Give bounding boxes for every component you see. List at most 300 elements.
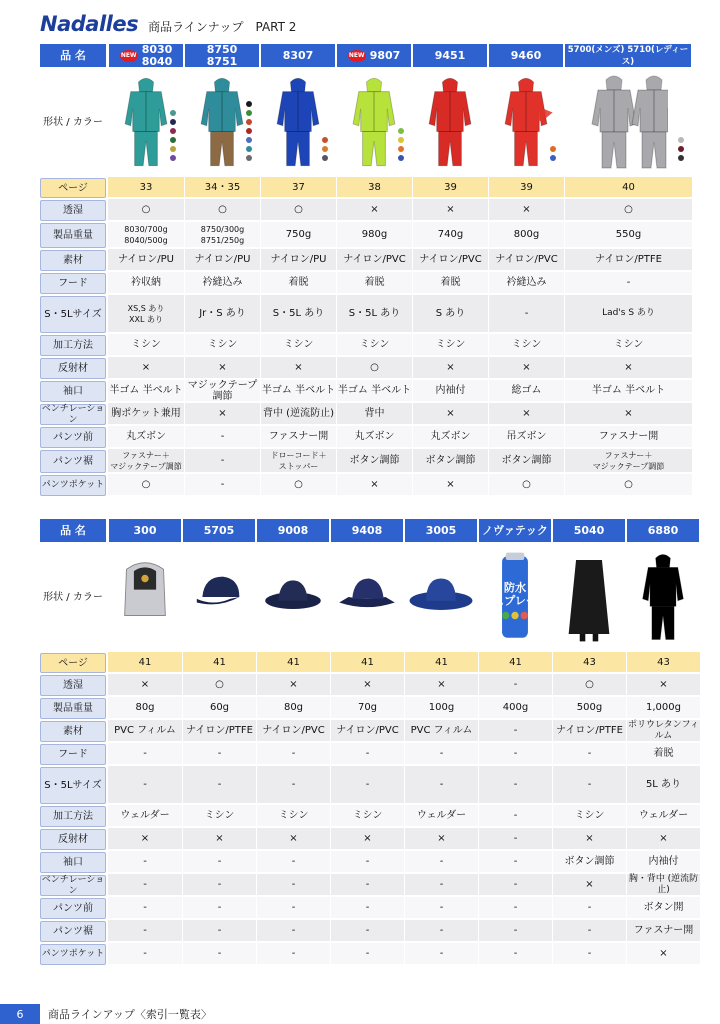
new-badge: NEW <box>120 50 138 62</box>
cell-value: × <box>289 679 298 690</box>
table-cell <box>404 897 478 919</box>
cell-value: - <box>291 856 296 867</box>
table-cell <box>404 828 478 850</box>
table-cell <box>564 295 692 333</box>
table-cell <box>336 426 412 448</box>
table-cell <box>260 474 336 496</box>
cell-value: - <box>524 308 529 319</box>
cell-value: - <box>513 779 518 790</box>
cell-value: S・5L あり <box>348 308 401 319</box>
table-cell <box>552 674 626 696</box>
cell-value: 着脱 <box>440 277 461 288</box>
cell-value: ミシン <box>435 339 466 350</box>
row-label <box>40 944 106 965</box>
cell-value: 41 <box>213 656 226 668</box>
cell-value: ナイロン/PVC <box>343 254 406 265</box>
cell-value: 39 <box>444 181 457 193</box>
cell-value: ミシン <box>131 339 161 350</box>
cell-value: - <box>143 879 147 890</box>
product-photo <box>108 68 184 176</box>
row-label <box>40 898 106 919</box>
product-name-header <box>109 44 183 68</box>
cell-value: ファスナー開 <box>633 925 694 936</box>
table-cell <box>404 920 478 942</box>
row-label <box>40 829 106 850</box>
table-cell <box>256 943 330 965</box>
cell-value: - <box>587 902 592 913</box>
cell-value: ウェルダー <box>416 810 467 821</box>
cell-value: 550g <box>615 229 642 240</box>
row-label-text: パンツポケット <box>41 480 105 490</box>
row-label-text: 加工方法 <box>53 811 93 822</box>
table-cell <box>108 851 182 873</box>
table-cell <box>478 674 552 696</box>
cell-value: 43 <box>583 656 596 668</box>
table-cell <box>412 295 488 333</box>
cell-value: 980g <box>361 229 388 240</box>
cell-value: ○ <box>624 204 633 215</box>
cell-value: - <box>291 879 296 890</box>
table-cell <box>260 222 336 248</box>
cell-value: 着脱 <box>288 277 309 288</box>
cell-value: 80g <box>283 702 304 713</box>
cell-value: 750g <box>285 229 312 240</box>
row-label-text: 反射材 <box>58 834 88 845</box>
cell-value: × <box>437 833 446 844</box>
brand-logo: Nadalles <box>40 12 139 36</box>
table-cell <box>182 874 256 896</box>
cell-value: ボタン調節 <box>349 455 400 466</box>
table-cell <box>330 766 404 804</box>
cell-value: 半ゴム 半ベルト <box>261 385 336 396</box>
row-label <box>40 875 106 896</box>
row-label-text: パンツポケット <box>41 949 105 959</box>
cell-value: ボタン調節 <box>425 455 476 466</box>
color-swatch <box>246 137 252 143</box>
cell-value: × <box>370 204 379 215</box>
row-label-product-name: 品 名 <box>40 519 106 543</box>
table-cell <box>478 720 552 742</box>
cell-value: × <box>446 204 455 215</box>
table-cell <box>336 272 412 294</box>
color-swatch <box>322 137 328 143</box>
cell-value: 37 <box>292 181 305 193</box>
table-cell <box>488 426 564 448</box>
table-cell <box>412 449 488 473</box>
table-cell <box>552 828 626 850</box>
cell-value: - <box>220 455 225 466</box>
table-cell <box>184 222 260 248</box>
cell-value: 丸ズボン <box>126 431 166 442</box>
product-name-header <box>337 44 411 68</box>
cell-value: Jr・S あり <box>199 308 246 319</box>
table-cell <box>626 697 700 719</box>
cell-value: - <box>513 902 518 913</box>
cell-value: × <box>446 408 455 419</box>
color-swatches <box>322 137 328 161</box>
row-label <box>40 653 106 673</box>
table-cell <box>182 851 256 873</box>
table-cell <box>182 720 256 742</box>
cell-value: ポリウレタンフィルム <box>628 719 699 741</box>
cell-value: - <box>365 748 370 759</box>
table-cell <box>256 874 330 896</box>
row-label <box>40 273 106 294</box>
row-label-text: S・5Lサイズ <box>44 780 102 791</box>
row-label-text: 透湿 <box>63 680 83 691</box>
product-name: 9460 <box>510 48 542 62</box>
spray-can-label: 防水スプレー <box>493 580 537 607</box>
cell-value: 43 <box>657 656 670 668</box>
color-swatch <box>170 137 176 143</box>
cell-value: - <box>220 431 225 442</box>
table-cell <box>336 295 412 333</box>
table-cell <box>330 874 404 896</box>
table-cell <box>552 720 626 742</box>
cell-value: × <box>446 479 455 490</box>
cell-value: - <box>439 879 444 890</box>
cell-value: 総ゴム <box>511 385 542 396</box>
color-swatch <box>398 155 404 161</box>
row-label-product-name: 品 名 <box>40 44 106 68</box>
cell-value: ナイロン/PVC <box>336 725 399 736</box>
table-cell <box>108 426 184 448</box>
table-cell <box>626 897 700 919</box>
product-photo <box>478 543 552 651</box>
cell-value: - <box>587 925 592 936</box>
cell-value: XS,S あり XXL あり <box>127 303 165 324</box>
table-cell <box>256 920 330 942</box>
row-label <box>40 200 106 221</box>
product-name-header <box>261 44 335 68</box>
cell-value: ナイロン/PTFE <box>186 725 253 736</box>
cell-value: ウェルダー <box>120 810 170 821</box>
table-cell <box>336 177 412 198</box>
cell-value: - <box>365 925 370 936</box>
product-photo <box>108 543 182 651</box>
cell-value: ミシン <box>574 810 605 821</box>
product-name-header <box>565 44 691 68</box>
table-cell <box>108 943 182 965</box>
cell-value: - <box>439 902 444 913</box>
row-label <box>40 744 106 765</box>
cell-value: × <box>215 833 224 844</box>
table-cell <box>404 943 478 965</box>
cell-value: - <box>291 902 296 913</box>
table-cell <box>626 766 700 804</box>
table-cell <box>108 249 184 271</box>
color-swatch <box>322 146 328 152</box>
table-cell <box>478 805 552 827</box>
table-cell <box>488 177 564 198</box>
color-swatch <box>678 146 684 152</box>
cell-value: - <box>291 748 296 759</box>
row-label-text: パンツ前 <box>53 432 93 443</box>
cell-value: ミシン <box>613 339 644 350</box>
table-cell <box>256 851 330 873</box>
product-photo <box>256 543 330 651</box>
table-cell <box>564 357 692 379</box>
table-cell <box>412 426 488 448</box>
color-swatch <box>550 155 556 161</box>
cell-value: - <box>513 748 518 759</box>
row-label-text: フード <box>58 749 88 760</box>
cell-value: - <box>587 748 592 759</box>
cell-value: ボタン開 <box>643 902 684 913</box>
cell-value: - <box>143 856 147 867</box>
row-label <box>40 475 106 496</box>
row-label <box>40 427 106 448</box>
cell-value: × <box>218 408 227 419</box>
table-cell <box>108 874 182 896</box>
cell-value: ナイロン/PTFE <box>595 254 662 265</box>
page-subtitle: 商品ラインナップ PART 2 <box>148 20 297 34</box>
table-cell <box>260 403 336 425</box>
cell-value: - <box>587 779 592 790</box>
cell-value: ミシン <box>204 810 235 821</box>
table-cell <box>488 380 564 402</box>
cell-value: - <box>143 948 147 959</box>
product-photo <box>404 543 478 651</box>
cell-value: 衿縫込み <box>506 277 547 288</box>
row-label <box>40 223 106 248</box>
cell-value: 5L あり <box>645 779 682 790</box>
cell-value: 8750/300g 8751/250g <box>200 224 245 245</box>
cell-value: ナイロン/PU <box>270 254 327 265</box>
table-cell <box>336 474 412 496</box>
table-cell <box>404 874 478 896</box>
row-label <box>40 450 106 473</box>
table-cell <box>182 674 256 696</box>
table-cell <box>182 766 256 804</box>
cell-value: - <box>587 948 592 959</box>
cell-value: - <box>143 748 147 759</box>
table-cell <box>182 743 256 765</box>
cell-value: 41 <box>361 656 374 668</box>
table-cell <box>478 743 552 765</box>
row-label <box>40 852 106 873</box>
cell-value: PVC フィルム <box>114 725 176 736</box>
cell-value: ナイロン/PU <box>117 254 175 265</box>
color-swatch <box>398 128 404 134</box>
row-label <box>40 358 106 379</box>
color-swatch <box>170 110 176 116</box>
cell-value: - <box>217 902 222 913</box>
cell-value: ナイロン/PU <box>194 254 251 265</box>
product-photo <box>552 543 626 651</box>
table-cell <box>184 199 260 221</box>
cell-value: - <box>143 925 147 936</box>
cell-value: ファスナー＋ マジックテープ調節 <box>592 450 665 471</box>
cell-value: - <box>220 479 225 490</box>
table-cell <box>488 272 564 294</box>
table-cell <box>256 697 330 719</box>
cell-value: 41 <box>287 656 300 668</box>
table-cell <box>108 357 184 379</box>
row-label <box>40 544 106 651</box>
row-label-text: パンツ前 <box>53 903 93 914</box>
product-table-part2 <box>40 519 700 966</box>
table-cell <box>412 334 488 356</box>
row-label-text: 製品重量 <box>53 703 93 714</box>
table-cell <box>564 449 692 473</box>
product-name-header <box>331 519 403 543</box>
product-photo <box>412 68 488 176</box>
cell-value: S・5L あり <box>272 308 325 319</box>
table-cell <box>564 403 692 425</box>
cell-value: ミシン <box>511 339 542 350</box>
color-swatch <box>170 146 176 152</box>
product-name: 9408 <box>351 523 383 537</box>
cell-value: ○ <box>522 479 531 490</box>
cell-value: ○ <box>218 204 227 215</box>
color-swatch <box>678 155 684 161</box>
table-cell <box>478 697 552 719</box>
table-cell <box>564 426 692 448</box>
table-cell <box>184 380 260 402</box>
cell-value: 半ゴム 半ベルト <box>337 385 412 396</box>
color-swatch <box>678 137 684 143</box>
table-cell <box>108 743 182 765</box>
table-cell <box>260 249 336 271</box>
table-cell <box>184 334 260 356</box>
table-cell <box>404 720 478 742</box>
table-cell <box>184 403 260 425</box>
row-label <box>40 767 106 804</box>
cell-value: ボタン調節 <box>501 455 552 466</box>
cell-value: PVC フィルム <box>410 725 473 736</box>
table-cell <box>626 828 700 850</box>
cell-value: 着脱 <box>364 277 385 288</box>
row-label-text: 形状 / カラー <box>43 117 103 128</box>
cell-value: - <box>513 856 518 867</box>
cell-value: - <box>513 725 518 736</box>
table-cell <box>478 920 552 942</box>
table-cell <box>108 897 182 919</box>
cell-value: - <box>513 679 518 690</box>
table-cell <box>184 474 260 496</box>
table-cell <box>564 199 692 221</box>
table-cell <box>182 805 256 827</box>
cell-value: × <box>585 879 594 890</box>
table-cell <box>404 766 478 804</box>
table-cell <box>478 766 552 804</box>
cell-value: ○ <box>141 204 151 215</box>
cell-value: ○ <box>215 679 224 690</box>
cell-value: - <box>217 748 222 759</box>
cell-value: ファスナー開 <box>598 431 659 442</box>
cell-value: S あり <box>435 308 466 319</box>
row-label <box>40 335 106 356</box>
table-cell <box>552 697 626 719</box>
table-cell <box>256 828 330 850</box>
table-cell <box>184 357 260 379</box>
cell-value: - <box>365 902 370 913</box>
cell-value: ミシン <box>359 339 390 350</box>
cell-value: 背中 (逆流防止) <box>263 408 334 419</box>
row-label-text: ベンチレーション <box>41 874 105 896</box>
color-swatches <box>170 110 176 161</box>
table-cell <box>488 474 564 496</box>
table-cell <box>404 805 478 827</box>
table-cell <box>552 874 626 896</box>
table-cell <box>330 828 404 850</box>
row-label-text: S・5Lサイズ <box>44 309 102 320</box>
cell-value: ファスナー開 <box>268 431 329 442</box>
table-cell <box>404 652 478 673</box>
table-cell <box>336 380 412 402</box>
row-label-text: 反射材 <box>58 363 88 374</box>
table-cell <box>336 249 412 271</box>
product-name-header <box>479 519 551 543</box>
table-cell <box>552 766 626 804</box>
cell-value: ○ <box>624 479 633 490</box>
cell-value: ミシン <box>283 339 314 350</box>
cell-value: 40 <box>622 181 635 193</box>
cell-value: ○ <box>370 362 379 373</box>
table-cell <box>404 851 478 873</box>
product-photo <box>184 68 260 176</box>
table-cell <box>184 177 260 198</box>
cell-value: ○ <box>141 479 151 490</box>
table-cell <box>256 674 330 696</box>
cell-value: - <box>365 779 370 790</box>
cell-value: × <box>522 362 531 373</box>
product-name: 9807 <box>369 48 401 62</box>
cell-value: × <box>624 362 633 373</box>
cell-value: ファスナー＋ マジックテープ調節 <box>110 450 182 471</box>
cell-value: マジックテープ調節 <box>187 379 258 402</box>
product-photo <box>626 543 700 651</box>
row-label-text: 袖口 <box>63 857 83 868</box>
table-cell <box>330 720 404 742</box>
page-number: 6 <box>0 1004 40 1024</box>
table-cell <box>108 720 182 742</box>
cell-value: 500g <box>576 702 603 713</box>
table-cell <box>260 177 336 198</box>
cell-value: 背中 <box>364 408 385 419</box>
table-cell <box>404 743 478 765</box>
cell-value: - <box>513 833 518 844</box>
cell-value: - <box>217 948 222 959</box>
table-cell <box>412 380 488 402</box>
cell-value: ナイロン/PVC <box>495 254 558 265</box>
cell-value: ミシン <box>207 339 238 350</box>
table-cell <box>336 222 412 248</box>
table-cell <box>488 222 564 248</box>
table-cell <box>552 897 626 919</box>
cell-value: × <box>370 479 379 490</box>
row-label <box>40 698 106 719</box>
table-cell <box>478 851 552 873</box>
cell-value: 8030/700g 8040/500g <box>124 224 168 245</box>
table-cell <box>330 851 404 873</box>
table-cell <box>488 295 564 333</box>
table-cell <box>478 828 552 850</box>
table-cell <box>182 828 256 850</box>
color-swatch <box>246 128 252 134</box>
cell-value: - <box>365 856 370 867</box>
cell-value: - <box>143 779 147 790</box>
table-cell <box>626 674 700 696</box>
cell-value: 内袖付 <box>648 856 679 867</box>
cell-value: - <box>439 779 444 790</box>
table-cell <box>108 805 182 827</box>
cell-value: ○ <box>585 679 594 690</box>
color-swatch <box>322 155 328 161</box>
cell-value: - <box>217 925 222 936</box>
cell-value: × <box>585 833 594 844</box>
